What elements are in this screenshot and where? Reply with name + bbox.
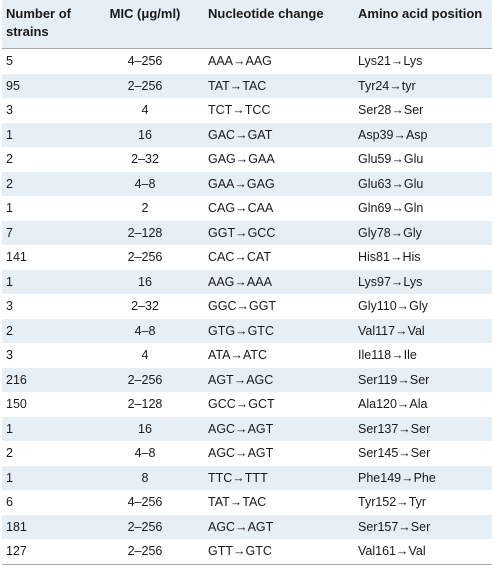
cell-nucleotide-change: TTC→TTT bbox=[208, 470, 268, 485]
cell-amino-acid-position: Ile118→Ile bbox=[358, 348, 417, 363]
table-row bbox=[2, 123, 492, 148]
cell-number-of-strains: 3 bbox=[6, 103, 13, 118]
cell-number-of-strains: 150 bbox=[6, 397, 27, 412]
cell-amino-acid-position: Ser119→Ser bbox=[358, 372, 430, 387]
cell-nucleotide-change: GGC→GGT bbox=[208, 299, 277, 314]
table-row bbox=[2, 466, 492, 491]
table-row bbox=[2, 417, 492, 442]
table-row bbox=[2, 49, 492, 74]
cell-amino-acid-position: Gly110→Gly bbox=[358, 299, 428, 314]
table-row bbox=[2, 392, 492, 417]
cell-number-of-strains: 2 bbox=[6, 323, 13, 338]
cell-number-of-strains: 7 bbox=[6, 225, 13, 240]
mutation-table bbox=[2, 0, 492, 565]
header-mic: MIC (μg/ml) bbox=[86, 0, 204, 49]
table-row bbox=[2, 515, 492, 540]
cell-mic: 2–32 bbox=[131, 299, 159, 314]
cell-amino-acid-position: Ala120→Ala bbox=[358, 397, 428, 412]
cell-mic: 2–256 bbox=[86, 539, 204, 564]
cell-amino-acid-position: Glu63→Glu bbox=[358, 176, 424, 191]
cell-amino-acid-position: Val161→Val bbox=[354, 539, 492, 564]
cell-number-of-strains: 127 bbox=[2, 539, 86, 564]
cell-nucleotide-change: AAA→AAG bbox=[208, 54, 272, 69]
cell-mic: 4 bbox=[141, 103, 149, 118]
cell-nucleotide-change: AGC→AGT bbox=[208, 421, 274, 436]
cell-number-of-strains: 95 bbox=[6, 78, 20, 93]
table-row bbox=[2, 441, 492, 466]
table-row bbox=[2, 245, 492, 270]
cell-amino-acid-position: Tyr24→tyr bbox=[358, 78, 416, 93]
cell-nucleotide-change: GAA→GAG bbox=[208, 176, 275, 191]
cell-number-of-strains: 1 bbox=[6, 274, 13, 289]
cell-number-of-strains: 3 bbox=[6, 348, 13, 363]
cell-amino-acid-position: Gln69→Gln bbox=[358, 201, 424, 216]
cell-number-of-strains: 141 bbox=[6, 250, 27, 265]
table-row bbox=[2, 98, 492, 123]
cell-nucleotide-change: CAC→CAT bbox=[208, 250, 271, 265]
table-row bbox=[2, 343, 492, 368]
cell-amino-acid-position: Lys97→Lys bbox=[358, 274, 423, 289]
cell-nucleotide-change: GTT→GTC bbox=[204, 539, 354, 564]
table-row bbox=[2, 490, 492, 515]
cell-mic: 8 bbox=[141, 470, 149, 485]
cell-mic: 2–128 bbox=[127, 397, 163, 412]
table-row bbox=[2, 196, 492, 221]
cell-amino-acid-position: Tyr152→Tyr bbox=[358, 495, 427, 510]
cell-mic: 2–128 bbox=[127, 225, 163, 240]
table-row bbox=[2, 221, 492, 246]
cell-nucleotide-change: GAG→GAA bbox=[208, 152, 275, 167]
cell-number-of-strains: 2 bbox=[6, 152, 13, 167]
cell-amino-acid-position: Lys21→Lys bbox=[358, 54, 423, 69]
header-amino-acid-position: Amino acid position bbox=[354, 0, 492, 49]
table-row bbox=[2, 539, 492, 564]
table-row bbox=[2, 172, 492, 197]
cell-amino-acid-position: Asp39→Asp bbox=[358, 127, 428, 142]
cell-amino-acid-position: Phe149→Phe bbox=[358, 470, 436, 485]
cell-nucleotide-change: TCT→TCC bbox=[208, 103, 271, 118]
cell-number-of-strains: 2 bbox=[6, 446, 13, 461]
cell-amino-acid-position: Ser137→Ser bbox=[358, 421, 431, 436]
table-row bbox=[2, 368, 492, 393]
cell-mic: 4–256 bbox=[127, 54, 163, 69]
cell-number-of-strains: 1 bbox=[6, 470, 13, 485]
cell-nucleotide-change: GGT→GCC bbox=[208, 225, 276, 240]
table-header-row bbox=[2, 0, 492, 49]
cell-nucleotide-change: TAT→TAC bbox=[208, 78, 267, 93]
cell-nucleotide-change: ATA→ATC bbox=[208, 348, 268, 363]
cell-mic: 16 bbox=[138, 127, 152, 142]
cell-mic: 4–8 bbox=[134, 176, 156, 191]
table-row bbox=[2, 74, 492, 99]
cell-mic: 2–256 bbox=[127, 372, 163, 387]
cell-mic: 2–32 bbox=[131, 152, 159, 167]
header-number-of-strains: Number of strains bbox=[2, 0, 86, 49]
cell-amino-acid-position: Gly78→Gly bbox=[358, 225, 422, 240]
table-row bbox=[2, 147, 492, 172]
table-row bbox=[2, 270, 492, 295]
cell-mic: 16 bbox=[138, 421, 152, 436]
cell-amino-acid-position: His81→His bbox=[358, 250, 421, 265]
cell-mic: 16 bbox=[138, 274, 152, 289]
cell-number-of-strains: 1 bbox=[6, 127, 13, 142]
cell-nucleotide-change: GCC→GCT bbox=[208, 397, 275, 412]
cell-nucleotide-change: AGT→AGC bbox=[208, 372, 274, 387]
header-nucleotide-change: Nucleotide change bbox=[204, 0, 354, 49]
cell-number-of-strains: 1 bbox=[6, 421, 13, 436]
cell-nucleotide-change: TAT→TAC bbox=[208, 495, 267, 510]
cell-number-of-strains: 5 bbox=[6, 54, 13, 69]
cell-number-of-strains: 6 bbox=[6, 495, 13, 510]
cell-number-of-strains: 181 bbox=[6, 519, 27, 534]
mutation-table-container bbox=[2, 0, 492, 565]
cell-mic: 2 bbox=[141, 201, 149, 216]
cell-mic: 2–256 bbox=[127, 250, 163, 265]
cell-mic: 2–256 bbox=[127, 519, 163, 534]
cell-number-of-strains: 1 bbox=[6, 201, 13, 216]
table-row bbox=[2, 294, 492, 319]
cell-mic: 4–8 bbox=[134, 323, 156, 338]
cell-mic: 4–256 bbox=[127, 495, 163, 510]
table-body bbox=[2, 49, 492, 565]
cell-amino-acid-position: Val117→Val bbox=[358, 323, 425, 338]
cell-amino-acid-position: Glu59→Glu bbox=[358, 152, 424, 167]
cell-nucleotide-change: CAG→CAA bbox=[208, 201, 274, 216]
cell-number-of-strains: 3 bbox=[6, 299, 13, 314]
cell-amino-acid-position: Ser157→Ser bbox=[358, 519, 431, 534]
cell-nucleotide-change: GAC→GAT bbox=[208, 127, 273, 142]
cell-nucleotide-change: AGC→AGT bbox=[208, 446, 274, 461]
cell-number-of-strains: 2 bbox=[6, 176, 13, 191]
cell-mic: 2–256 bbox=[127, 78, 163, 93]
cell-nucleotide-change: AAG→AAA bbox=[208, 274, 272, 289]
cell-nucleotide-change: AGC→AGT bbox=[208, 519, 274, 534]
cell-amino-acid-position: Ser28→Ser bbox=[358, 103, 424, 118]
table-row bbox=[2, 319, 492, 344]
cell-nucleotide-change: GTG→GTC bbox=[208, 323, 274, 338]
cell-mic: 4–8 bbox=[134, 446, 156, 461]
cell-amino-acid-position: Ser145→Ser bbox=[358, 446, 431, 461]
cell-mic: 4 bbox=[141, 348, 149, 363]
cell-number-of-strains: 216 bbox=[6, 372, 27, 387]
